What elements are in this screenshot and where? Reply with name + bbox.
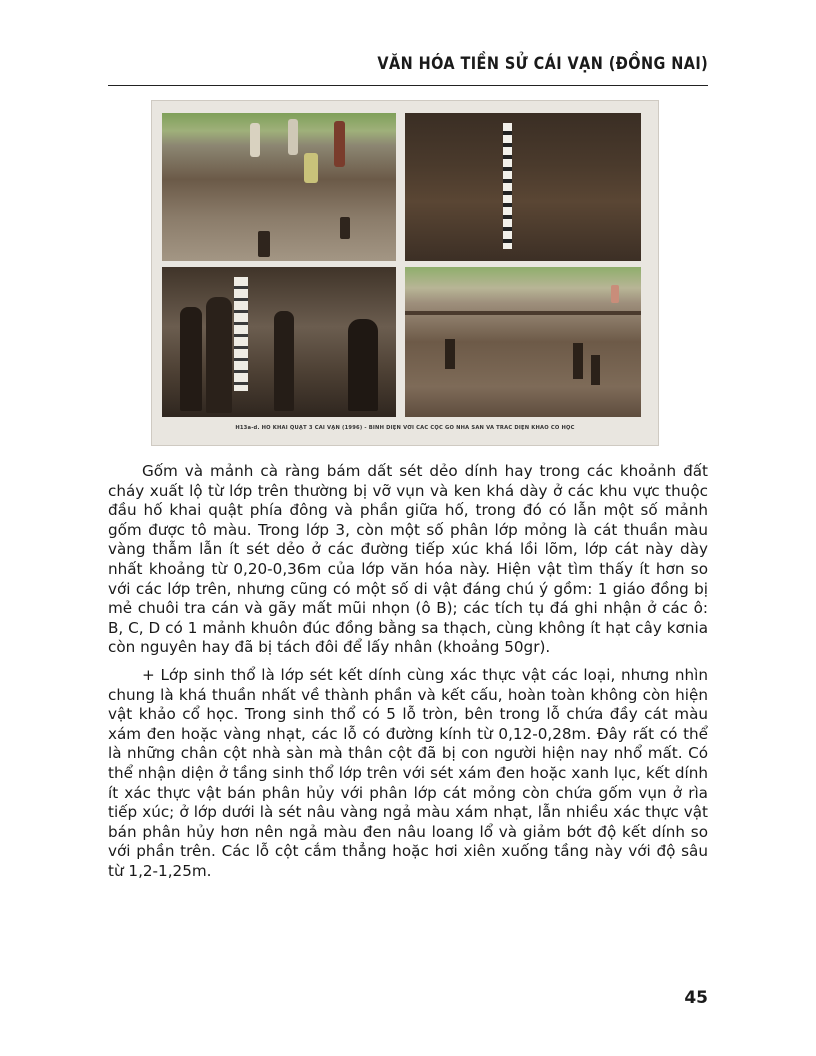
header-rule: [108, 85, 708, 86]
running-header: VĂN HÓA TIỀN SỬ CÁI VẠN (ĐỒNG NAI): [377, 54, 708, 74]
page-number: 45: [684, 988, 708, 1008]
figure-caption: H13a-d. HỐ KHAI QUẬT 3 CÁI VẠN (1996) - BÌNH DIỆN VỚI CÁC CỌC GỖ NHÀ SÀN VÀ TRẮC DIỆN KHẢO CỔ HỌC: [235, 425, 575, 431]
paragraph-1: Gốm và mảnh cà ràng bám dất sét dẻo dính hay trong các khoảnh đất cháy xuất lộ từ lớp trên thường bị vỡ vụn và ken khá dày ở các khu vực thuộc đầu hố khai quật phía đông và phần giữa hố, trong đó có lẫn một số mảnh gốm được tô màu. Trong lớp 3, còn một số phân lớp mỏng là cát thuần màu vàng thẫm lẫn ít sét dẻo ở các đường tiếp xúc khá lồi lõm, lớp cát này dày nhất khoảng từ 0,20-0,36m của lớp văn hóa này. Hiện vật tìm thấy ít hơn so với các lớp trên, nhưng cũng có một số di vật đáng chú ý gồm: 1 giáo đồng bị mẻ chuôi tra cán và gãy mất mũi nhọn (ô B); các tích tụ đá ghi nhận ở các ô: B, C, D có 1 mảnh khuôn đúc đồng bằng sa thạch, cùng không ít hạt cây kơnia còn nguyên hay đã bị tách đôi để lấy nhân (khoảng 50gr).: [108, 462, 708, 657]
body-text: [108, 462, 708, 889]
profile-scale-rod-photo: [405, 113, 641, 261]
figure: [151, 100, 659, 446]
pit-with-posts-photo: [405, 267, 641, 417]
wooden-posts-photo: [162, 267, 396, 417]
paragraph-2: + Lớp sinh thổ là lớp sét kết dính cùng xác thực vật các loại, nhưng nhìn chung là khá thuần nhất về thành phần và kết cấu, hoàn toàn không còn hiện vật khảo cổ học. Trong sinh thổ có 5 lỗ tròn, bên trong lỗ chứa đầy cát màu xám đen hoặc vàng nhạt, các lỗ có đường kính từ 0,12-0,28m. Đây rất có thể là những chân cột nhà sàn mà thân cột đã bị con người hiện nay nhổ mất. Có thể nhận diện ở tầng sinh thổ lớp trên với sét xám đen hoặc xanh lục, kết dính ít xác thực vật bán phân hủy với phân lớp cát mỏng còn chứa gốm vụn ở rìa tiếp xúc; ở lớp dưới là sét nâu vàng ngả màu xám nhạt, lẫn nhiều xác thực vật bán phân hủy hơn nên ngả màu đen nâu loang lổ và giảm bớt độ kết dính so với phần trên. Các lỗ cột cắm thẳng hoặc hơi xiên xuống tầng này với độ sâu từ 1,2-1,25m.: [108, 665, 708, 880]
excavation-workers-photo: [162, 113, 396, 261]
